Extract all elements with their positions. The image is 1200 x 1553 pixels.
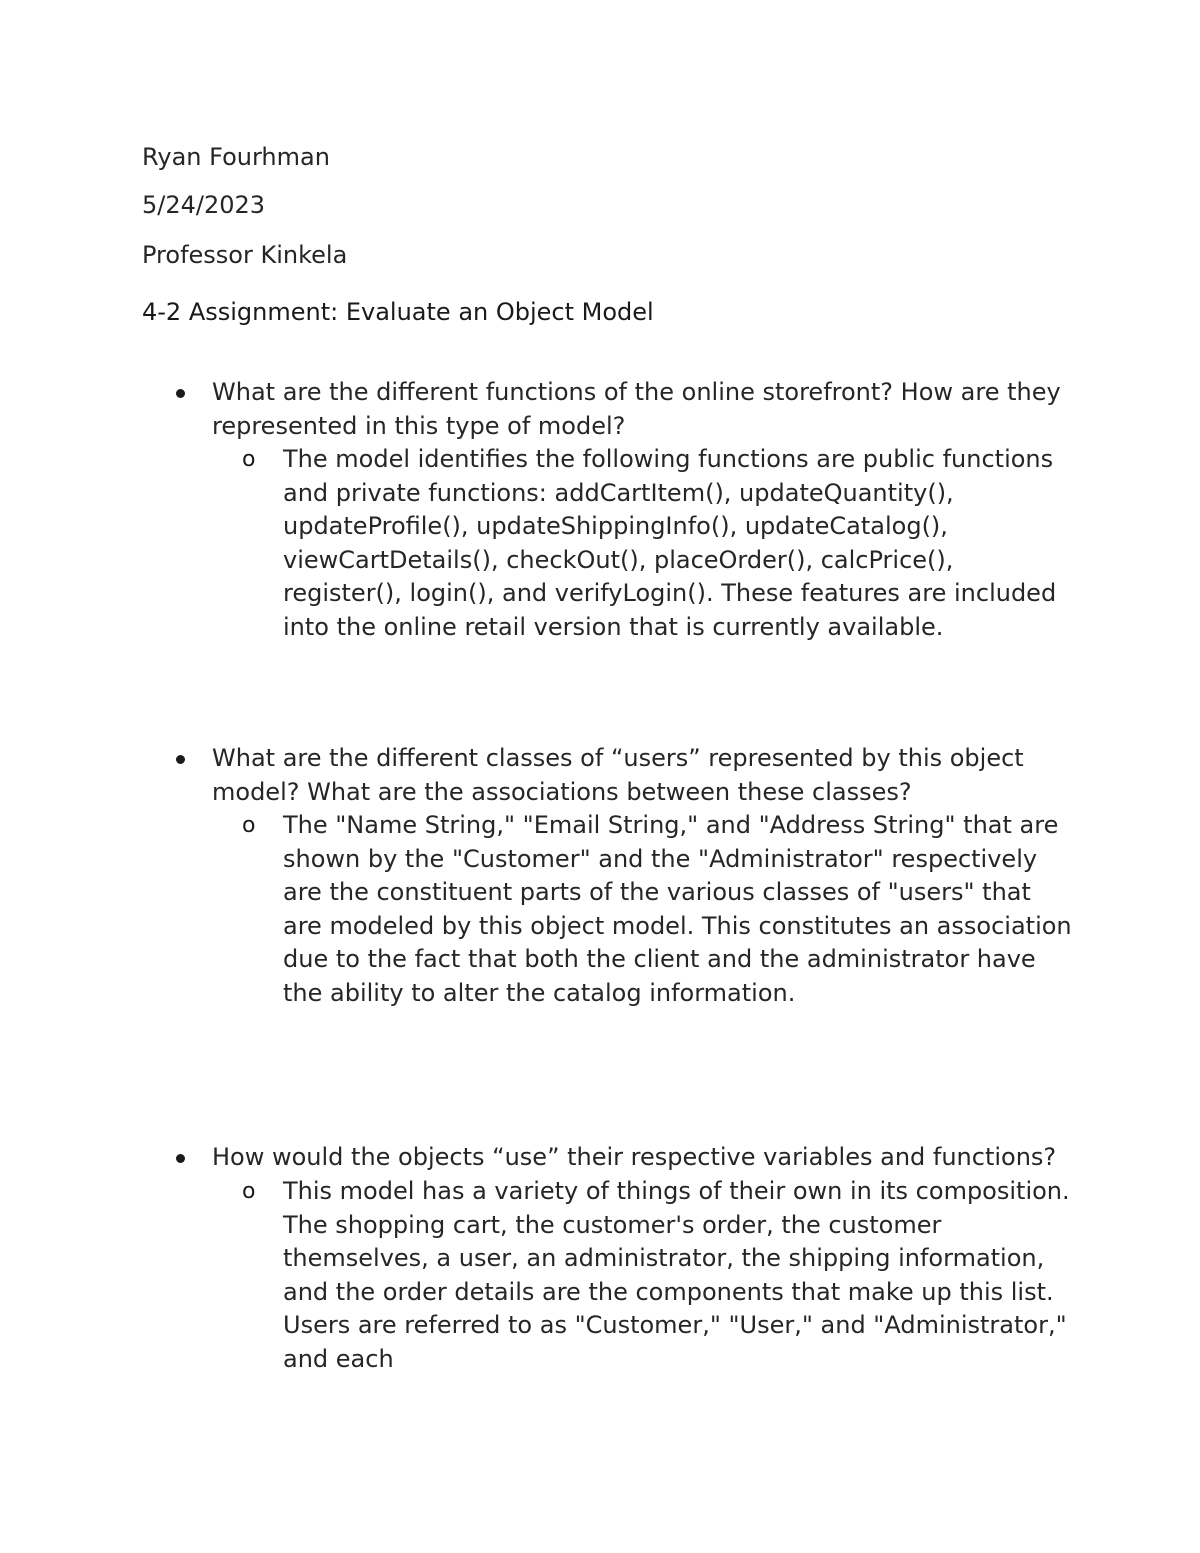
sub-bullet-marker: o [242, 1179, 256, 1204]
answer-text: The "Name String," "Email String," and "Address String" that are shown by the "Customer" and the "Administrator" respectively are the constituent parts of the various classes of "users" that are modeled by this object model. This constitutes an association due to the fact that both the client and the administrator have the ability to alter the catalog information. [283, 811, 1072, 1007]
author-name: Ryan Fourhman [142, 143, 330, 171]
bullet-dot-icon [142, 376, 212, 410]
question-text: What are the different classes of “users” represented by this object model? What are the associations between these classes? [212, 744, 1024, 806]
question-text: What are the different functions of the online storefront? How are they represented in this type of model? [212, 378, 1061, 440]
sub-bullet-marker: o [242, 813, 256, 838]
answer-text: This model has a variety of things of their own in its composition. The shopping cart, the customer's order, the customer themselves, a user, an administrator, the shipping information, and the order details are the components that make up this list. Users are referred to as "Customer," "User," and "Administrator," and each [283, 1177, 1070, 1373]
question-item [142, 742, 1082, 1010]
assignment-title: 4-2 Assignment: Evaluate an Object Model [142, 298, 654, 326]
question-text: How would the objects “use” their respective variables and functions? [212, 1143, 1057, 1171]
submission-date: 5/24/2023 [142, 191, 266, 219]
bullet-dot-icon [142, 742, 212, 776]
answer-text: The model identifies the following functions are public functions and private functions: addCartItem(), updateQuantity(), updateProfile(), updateShippingInfo(), updateCatalog(), viewCartDetails(), checkOut(), placeOrder(), calcPrice(), register(), login(), and verifyLogin(). These features are included into the online retail version that is currently available. [283, 445, 1057, 641]
professor-name: Professor Kinkela [142, 241, 348, 269]
question-item [142, 376, 1082, 644]
bullet-dot-icon [142, 1141, 212, 1175]
sub-bullet-marker: o [242, 447, 256, 472]
question-item [142, 1141, 1082, 1376]
